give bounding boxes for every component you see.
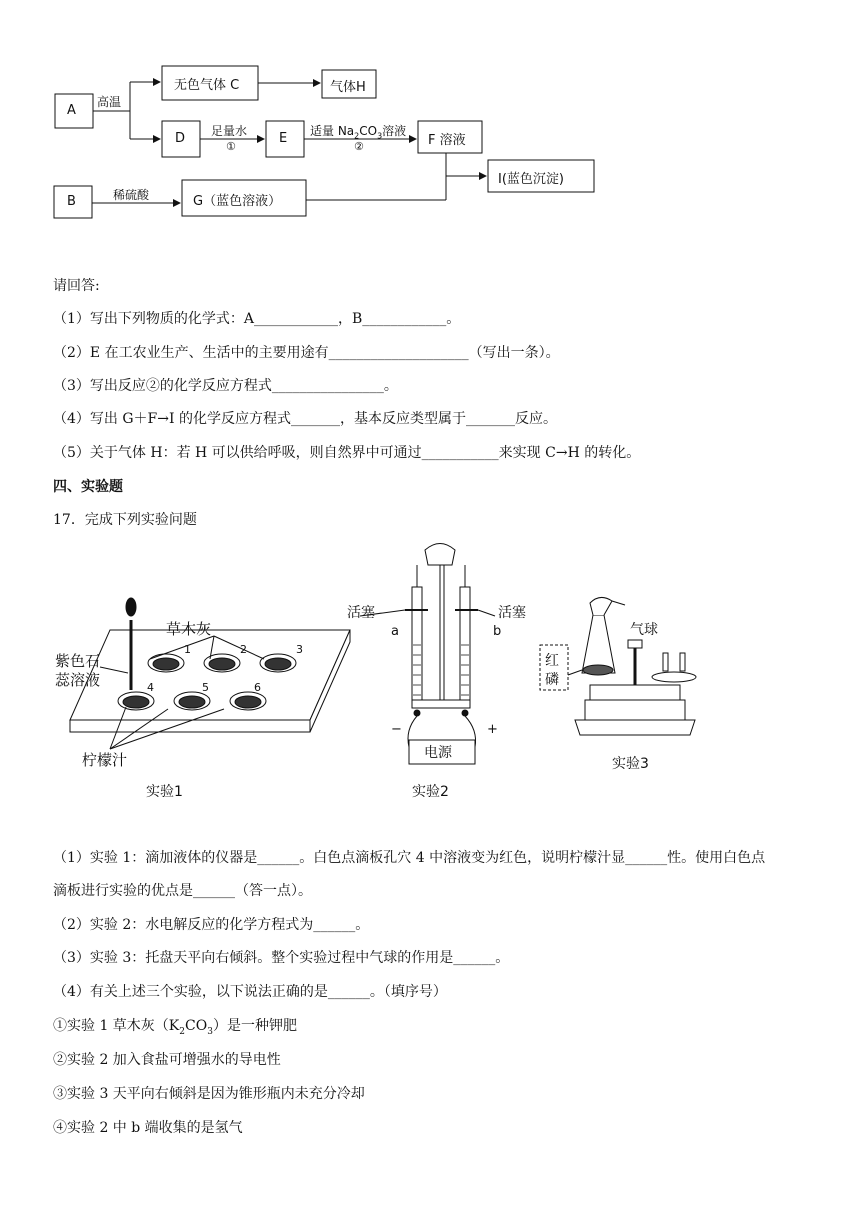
hole-label-2: 2 [240,643,247,656]
caption-experiment-1: 实验1 [146,784,183,800]
flow-node-h: 气体H [330,80,366,95]
flow-node-d: D [175,131,186,146]
hole-label-3: 3 [296,643,303,656]
label-tube-b: b [493,624,502,639]
label-minus: − [391,722,402,737]
experiment-figures [0,535,860,815]
flow-node-c: 无色气体 C [174,78,240,93]
flow-node-g: G（蓝色溶液） [193,194,282,209]
flow-node-f: F 溶液 [428,133,466,148]
electrolysis-apparatus [360,544,495,765]
cond-na2co3-num: ② [354,140,364,153]
label-litmus-2: 蕊溶液 [55,671,101,689]
flow-diagram [0,0,860,240]
label-phosphorus-2: 磷 [545,672,559,688]
q17-line-2: （2）实验 2：水电解反应的化学方程式为______。 [53,917,370,933]
flow-node-i: I(蓝色沉淀) [498,172,564,187]
cond-acid-label: 稀硫酸 [113,188,150,202]
answer-intro: 请回答: [53,278,100,294]
cond-heat-label: 高温 [97,95,122,109]
hole-label-6: 6 [254,681,261,694]
label-balloon: 气球 [630,622,658,638]
q16-line-1: （1）写出下列物质的化学式：A____________，B____________。 [53,311,461,327]
option-3: ③实验 3 天平向右倾斜是因为锥形瓶内未充分冷却 [53,1086,365,1102]
balance-apparatus [540,597,696,735]
label-power: 电源 [424,745,452,761]
option-2: ②实验 2 加入食盐可增强水的导电性 [53,1052,281,1068]
caption-experiment-2: 实验2 [412,784,449,800]
q17-line-4: （4）有关上述三个实验，以下说法正确的是______。（填序号） [53,984,447,1000]
label-ash: 草木灰 [166,620,212,638]
hole-label-1: 1 [184,643,191,656]
cond-na2co3-label: 适量 $Na_2CO_3$溶液 [310,124,407,141]
q17-line-3: （3）实验 3：托盘天平向右倾斜。整个实验过程中气球的作用是______。 [53,950,510,966]
option-4: ④实验 2 中 b 端收集的是氢气 [53,1120,243,1136]
caption-experiment-3: 实验3 [612,756,649,772]
label-tube-a: a [391,624,399,639]
label-stopcock-right: 活塞 [498,605,526,621]
cond-water-num: ① [226,140,236,153]
q17-line-1b: 滴板进行实验的优点是______（答一点）。 [53,883,312,899]
hole-label-5: 5 [202,681,209,694]
option-1: ①实验 1 草木灰$(K_2CO_3)$是一种钾肥 [53,1018,297,1037]
q17-line-1a: （1）实验 1：滴加液体的仪器是______。白色点滴板孔穴 4 中溶液变为红色，说明柠檬汁显______性。使用白色点 [53,850,766,866]
q16-line-5: （5）关于气体 H：若 H 可以供给呼吸，则自然界中可通过___________来实现 C→H 的转化。 [53,445,641,461]
label-litmus-1: 紫色石 [55,652,101,670]
label-lemon: 柠檬汁 [82,751,128,769]
q16-line-3: （3）写出反应②的化学反应方程式________________。 [53,378,398,394]
q16-line-4: （4）写出 G＋F→I 的化学反应方程式_______，基本反应类型属于_______反应。 [53,411,557,427]
cond-water-label: 足量水 [211,124,248,138]
label-plus: + [487,722,498,737]
label-phosphorus-1: 红 [545,653,559,669]
flow-node-a: A [67,103,76,118]
q16-line-2: （2）E 在工农业生产、生活中的主要用途有____________________（写出一条）。 [53,345,560,361]
flow-node-e: E [279,131,288,146]
label-stopcock-left: 活塞 [347,605,375,621]
hole-label-4: 4 [147,681,154,694]
flow-node-b: B [67,194,76,209]
section-title: 四、实验题 [53,479,123,495]
q17-title: 17．完成下列实验问题 [53,512,197,528]
